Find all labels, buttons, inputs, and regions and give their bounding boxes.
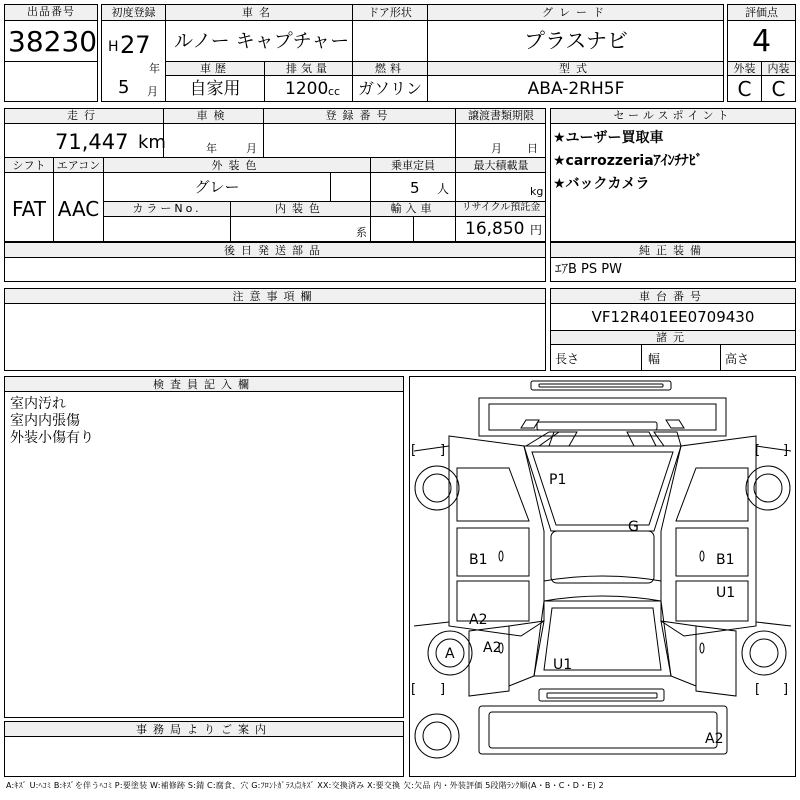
bracket-front-right-close: ] — [783, 443, 789, 458]
mileage-value: 71,447 — [55, 130, 129, 154]
bracket-front-left: [ — [411, 443, 417, 458]
color-label: 外装色 — [211, 159, 263, 172]
first-reg-year: 27 — [120, 31, 151, 59]
inspection-month: 月 — [246, 142, 257, 155]
legend: A:ｷｽﾞ U:ﾍｺﾐ B:ｷｽﾞを伴うﾍｺﾐ P:要塗装 W:補修跡 S:錆 C:腐食、穴 G:ﾌﾛﾝﾄｶﾞﾗｽ点ｷｽﾞ XX:交換済み X:要交換 欠:欠品 内・外装評価 5段階ﾗﾝｸ順(A・B・C・D・E) 2 — [6, 781, 604, 790]
first-reg-label: 初度登録 — [111, 6, 156, 19]
color-no-label: カラーNo. — [132, 202, 202, 215]
history-value: 自家用 — [189, 79, 241, 99]
capacity-unit: 人 — [437, 182, 450, 196]
inspection-year: 年 — [206, 142, 217, 155]
transfer-day: 日 — [527, 142, 538, 155]
bracket-rear-right: [ — [755, 682, 761, 697]
transfer-month: 月 — [491, 142, 502, 155]
interior-color-suffix: 系 — [356, 226, 367, 239]
color-value: グレー — [194, 178, 240, 196]
exterior-grade: C — [737, 77, 752, 101]
sales-box — [550, 108, 796, 242]
mileage-label: 走行 — [67, 109, 101, 122]
grade-label: グレード — [542, 6, 610, 19]
bracket-rear-left-close: ] — [440, 682, 446, 697]
model-value: ABA-2RH5F — [527, 79, 625, 99]
bracket-front-right: [ — [755, 443, 761, 458]
year-suffix: 年 — [149, 62, 160, 75]
shift-label: シフト — [12, 159, 46, 172]
bracket-front-left-close: ] — [440, 443, 446, 458]
mark-a2-left: A2 — [469, 612, 488, 628]
mark-a2-wheel: A2 — [483, 640, 502, 656]
later-parts-label: 後日発送部品 — [224, 244, 326, 257]
door-label: ドア形状 — [368, 6, 412, 19]
mark-u1-right: U1 — [716, 585, 736, 601]
interior-color-label: 内装色 — [275, 202, 326, 215]
max-load-label: 最大積載量 — [473, 159, 529, 172]
mileage-unit: km — [138, 132, 166, 153]
chassis-label: 車台番号 — [639, 290, 707, 303]
recycle-value: 16,850 — [465, 219, 525, 239]
reg-number-label: 登録番号 — [325, 109, 394, 122]
dims-label: 諸元 — [656, 331, 690, 344]
interior-label: 内装 — [767, 62, 790, 75]
office-label: 事務局よりご案内 — [136, 723, 272, 736]
history-label: 車歴 — [200, 62, 230, 75]
displacement-value: 1200 — [285, 79, 329, 99]
chassis-number: VF12R401EE0709430 — [591, 308, 755, 326]
fuel-label: 燃料 — [375, 62, 405, 75]
mark-g: G — [628, 519, 639, 535]
model-label: 型式 — [559, 62, 593, 75]
recycle-unit: 円 — [530, 223, 543, 237]
notes-label: 注意事項欄 — [232, 290, 318, 303]
mark-a-wheel: A — [445, 646, 455, 662]
mark-a2-bottom: A2 — [705, 731, 724, 747]
fuel-value: ガソリン — [357, 79, 422, 98]
car-name: ルノー キャプチャー — [174, 30, 350, 52]
month-suffix: 月 — [147, 85, 158, 98]
inspector-line-3: 外装小傷有り — [10, 430, 94, 446]
recycle-label: リサイクル預託金 — [461, 202, 541, 213]
lot-label: 出品番号 — [5, 5, 97, 20]
bracket-rear-right-close: ] — [783, 682, 789, 697]
import-label: 輸入車 — [390, 202, 436, 215]
mark-p1: P1 — [549, 472, 567, 488]
ac-value: AAC — [57, 197, 100, 221]
mark-b1-left: B1 — [469, 552, 488, 568]
displacement-label: 排気量 — [286, 62, 331, 75]
first-reg-month: 5 — [118, 77, 130, 98]
era: H — [108, 39, 119, 55]
capacity-value: 5 — [410, 179, 420, 197]
equipment-label: 純正装備 — [639, 244, 707, 257]
grade-value: プラスナビ — [524, 29, 628, 53]
exterior-label: 外装 — [733, 62, 756, 75]
equipment-value: ｴｱB PS PW — [555, 262, 622, 277]
sales-label: セールスポイント — [613, 109, 733, 122]
bracket-rear-left: [ — [411, 682, 417, 697]
length-label: 長さ — [555, 352, 580, 366]
displacement-unit: cc — [328, 85, 341, 98]
car-diagram — [409, 376, 796, 777]
capacity-label: 乗車定員 — [391, 159, 435, 172]
transfer-label: 譲渡書類期限 — [468, 109, 534, 122]
ac-label: エアコン — [56, 159, 101, 172]
width-label: 幅 — [648, 352, 661, 366]
mark-b1-right: B1 — [716, 552, 735, 568]
score-value: 4 — [751, 24, 772, 59]
score-label: 評価点 — [745, 6, 778, 19]
sales-point-3: ★バックカメラ — [553, 176, 650, 192]
height-label: 高さ — [725, 352, 750, 366]
inspector-line-1: 室内汚れ — [10, 396, 66, 412]
sales-point-1: ★ユーザー買取車 — [553, 130, 664, 146]
inspector-label: 検査員記入欄 — [153, 378, 255, 391]
sales-point-2: ★carrozzeriaｱｲﾝﾁﾅﾋﾞ — [553, 153, 703, 169]
lot-number: 38230 — [8, 25, 98, 58]
interior-grade: C — [771, 77, 786, 101]
inspection-label: 車検 — [196, 109, 231, 122]
inspector-line-2: 室内内張傷 — [10, 413, 80, 429]
shift-value: FAT — [11, 197, 46, 221]
car-name-label: 車名 — [242, 6, 276, 19]
mark-u1-bottom: U1 — [553, 657, 573, 673]
max-load-unit: kg — [530, 185, 544, 198]
